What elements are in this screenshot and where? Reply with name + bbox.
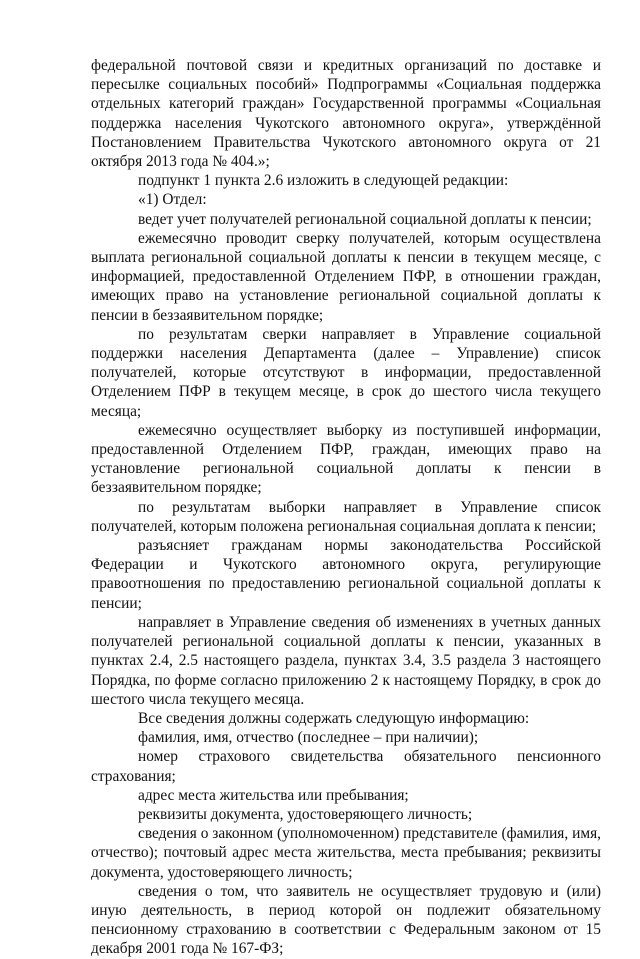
paragraph-monthly-selection: ежемесячно осуществляет выборку из поступившей информации, предоставленной Отделением ПФР, граждан, имеющих право на установление региональной социальной доплаты к пенсии в беззаявительном порядке;: [91, 421, 601, 497]
paragraph-id-document: реквизиты документа, удостоверяющего личность;: [138, 805, 473, 823]
document-page: [91, 56, 601, 959]
paragraph-department-heading: «1) Отдел:: [138, 191, 207, 209]
paragraph-subclause-instruction: подпункт 1 пункта 2.6 изложить в следующей редакции:: [138, 172, 509, 190]
paragraph-required-info: Все сведения должны содержать следующую информацию:: [138, 709, 530, 727]
paragraph-insurance-number: номер страхового свидетельства обязательного пенсионного страхования;: [91, 748, 601, 785]
paragraph-continuation: федеральной почтовой связи и кредитных организаций по доставке и пересылке социальных пособий» Подпрограммы «Социальная поддержка отдельных категорий граждан» Государственной программы «Социальная поддержка населения Чукотского автономного округа», утверждённой Постановлением Правительства Чукотского автономного округа от 21 октября 2013 года № 404.»;: [91, 57, 601, 171]
paragraph-reconciliation-results: по результатам сверки направляет в Управление социальной поддержки населения Департамента (далее – Управление) список получателей, которые отсутствуют в информации, предоставленной Отделением ПФР в текущем месяце, в срок до шестого числа текущего месяца;: [91, 325, 601, 420]
paragraph-explains-norms: разъясняет гражданам нормы законодательства Российской Федерации и Чукотского автономного округа, регулирующие правоотношения по предоставлению региональной социальной доплаты к пенсии;: [91, 537, 601, 612]
paragraph-recipient-records: ведет учет получателей региональной социальной доплаты к пенсии;: [138, 210, 592, 228]
paragraph-monthly-reconciliation: ежемесячно проводит сверку получателей, которым осуществлена выплата региональной социальной доплаты к пенсии в текущем месяце, с информацией, предоставленной Отделением ПФР, в отношении граждан, имеющих право на установление региональной социальной доплаты к пенсии в беззаявительном порядке;: [91, 229, 601, 324]
paragraph-employment-status: сведения о том, что заявитель не осуществляет трудовую и (или) иную деятельность, в период которой он подлежит обязательному пенсионному страхованию в соответствии с Федеральным законом от 15 декабря 2001 года № 167-ФЗ;: [91, 882, 601, 958]
paragraph-representative: сведения о законном (уполномоченном) представителе (фамилия, имя, отчество); почтовый адрес места жительства, места пребывания; реквизиты документа, удостоверяющего личность;: [91, 825, 601, 881]
paragraph-address: адрес места жительства или пребывания;: [138, 786, 409, 804]
paragraph-full-name: фамилия, имя, отчество (последнее – при наличии);: [138, 729, 479, 747]
paragraph-change-notifications: направляет в Управление сведения об изменениях в учетных данных получателей региональной социальной доплаты к пенсии, указанных в пунктах 2.4, 2.5 настоящего раздела, пунктах 3.4, 3.5 раздела 3 настоящего Порядка, по форме согласно приложению 2 к настоящему Порядку, в срок до шестого числа текущего месяца.: [91, 613, 601, 708]
paragraph-selection-results: по результатам выборки направляет в Управление список получателей, которым положена региональная социальная доплата к пенсии;: [91, 498, 601, 535]
